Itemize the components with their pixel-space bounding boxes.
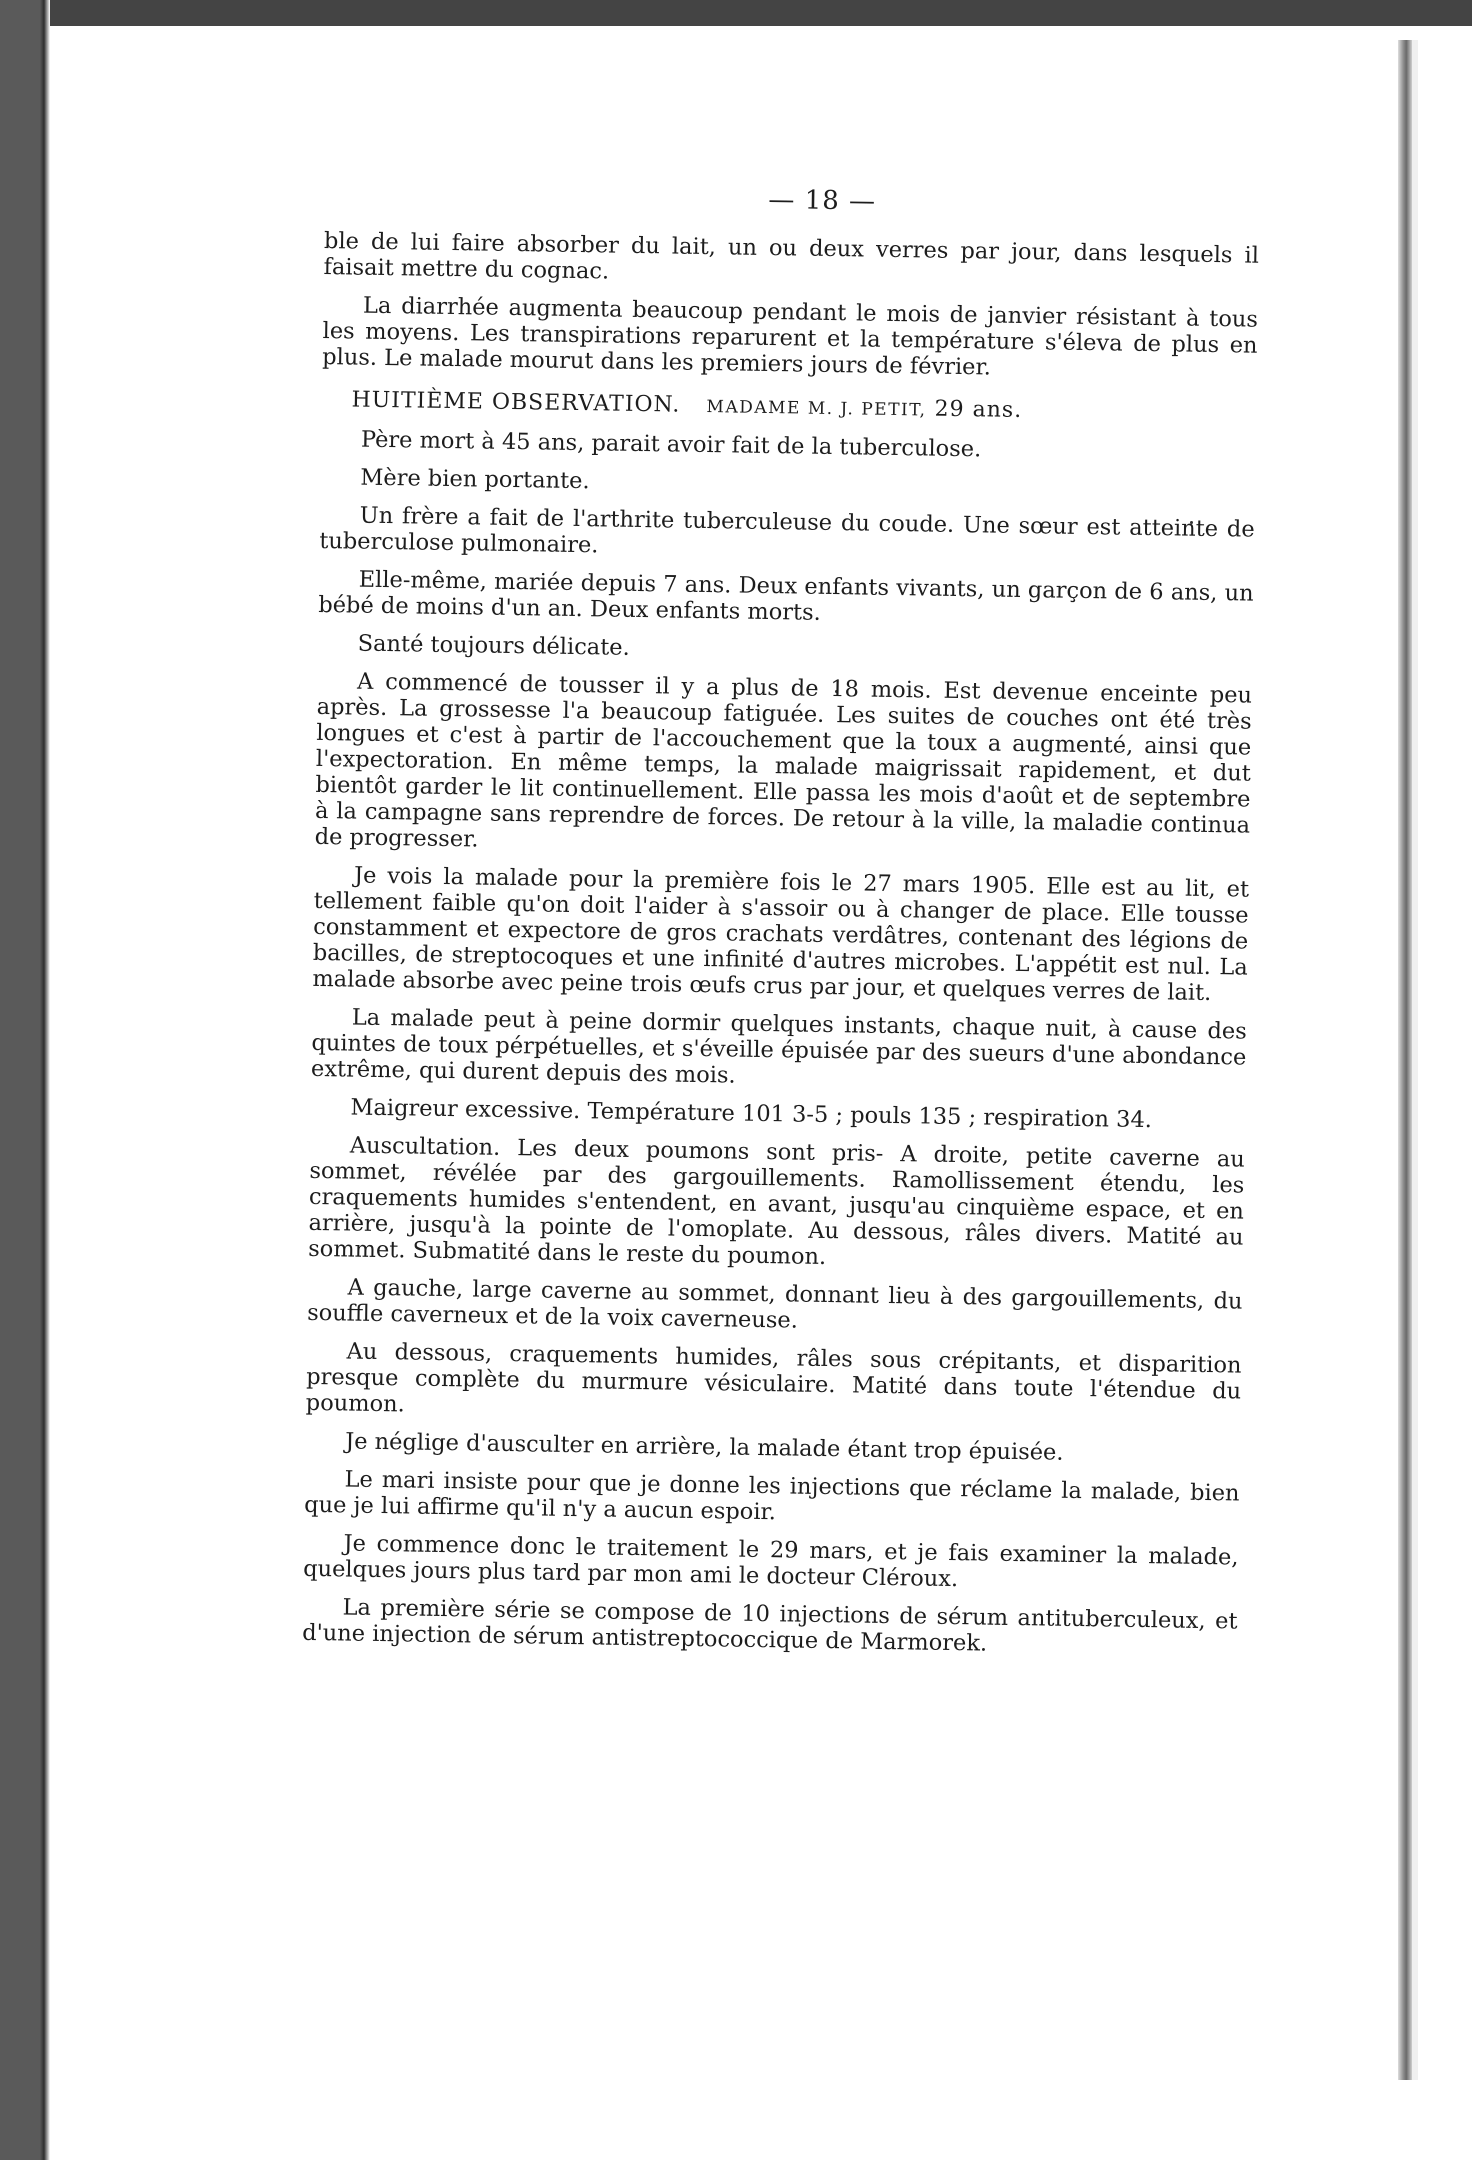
- scan-border-top: [0, 0, 1472, 26]
- observation-title: HUITIÈME OBSERVATION.: [351, 387, 681, 418]
- paragraph: Le mari insiste pour que je donne les injections que réclame la malade, bien que je lui affirme qu'il n'y a aucun espoir.: [303, 1466, 1240, 1526]
- paragraph: Au dessous, craquements humides, râles sous crépitants, et disparition presque complète du murmure vésiculaire. Matité dans toute l'étendue du poumon.: [305, 1338, 1242, 1418]
- paragraph: ble de lui faire absorber du lait, un ou deux verres par jour, dans lesquels il faisait mettre du cognac.: [323, 227, 1260, 285]
- paragraph: La diarrhée augmenta beaucoup pendant le mois de janvier résistant à tous les moyens. Les transpirations reparurent et la température s'éleva de plus en plus. Le malade mourut dans les premiers jours de février.: [322, 292, 1259, 381]
- page-number: — 18 —: [768, 184, 877, 217]
- book-spine-edge: [1398, 40, 1412, 2080]
- document-page: [302, 180, 1260, 1673]
- paragraph: Elle-même, mariée depuis 7 ans. Deux enfants vivants, un garçon de 6 ans, un bébé de moins d'un an. Deux enfants morts.: [318, 566, 1254, 626]
- paragraph: Auscultation. Les deux poumons sont pris- A droite, petite caverne au sommet, révélée par des gargouillements. Ramollissement étendu, les craquements humides s'entendent, en avant, jusqu'au cinquième espace, et en arrière, jusqu'à la pointe de l'omoplate. Au dessous, râles divers. Matité au sommet. Submatité dans le reste du poumon.: [308, 1132, 1245, 1271]
- paragraph: Père mort à 45 ans, parait avoir fait de la tuberculose.: [360, 426, 982, 463]
- paragraph: A commencé de tousser il y a plus de 18 mois. Est devenue enceinte peu après. La grossesse l'a beaucoup fatiguée. Les suites de couches ont été très longues et c'est à partir de l'accouchement que la toux a augmenté, ainsi que l'expectoration. En même temps, la malade maigrissait rapidement, et dut bientôt garder le lit continuellement. Elle passa les mois d'août et de septembre à la campagne sans reprendre de forces. De retour à la ville, la maladie continua de progresser.: [314, 668, 1253, 853]
- paragraph: La première série se compose de 10 injections de sérum antituberculeux, et d'une injection de sérum antistreptococcique de Marmorek.: [301, 1594, 1238, 1657]
- paragraph: La malade peut à peine dormir quelques instants, chaque nuit, à cause des quintes de toux pérpétuelles, et s'éveille épuisée par des sueurs d'une abondance extrême, qui durent depuis des mois.: [310, 1004, 1247, 1089]
- observation-patient: MADAME M. J. PETIT,: [706, 397, 927, 421]
- paragraph: Un frère a fait de l'arthrite tuberculeuse du coude. Une sœur est atteinte de tuberculose pulmonaire.: [319, 502, 1255, 559]
- paragraph: Je vois la malade pour la première fois le 27 mars 1905. Elle est au lit, et tellement faible qu'on doit l'aider à s'assoir ou à changer de place. Elle tousse constamment et expectore de gros crachats verdâtres, contenant des légions de bacilles, de streptocoques et une infinité d'autres microbes. L'appétit est nul. La malade absorbe avec peine trois œufs crus par jour, et quelques verres de lait.: [312, 862, 1250, 1007]
- paragraph: Mère bien portante.: [360, 464, 590, 495]
- scan-border-left: [0, 0, 50, 2160]
- observation-age: 29 ans.: [934, 396, 1023, 423]
- book-spine-shadow: [1412, 40, 1418, 2080]
- paragraph: Je néglige d'ausculter en arrière, la malade étant trop épuisée.: [344, 1428, 1064, 1466]
- paragraph: A gauche, large caverne au sommet, donnant lieu à des gargouillements, du souffle caverneux et de la voix caverneuse.: [306, 1274, 1243, 1334]
- paragraph: Santé toujours délicate.: [357, 630, 630, 661]
- paragraph: Maigreur excessive. Température 101 3-5 ; pouls 135 ; respiration 34.: [350, 1094, 1153, 1134]
- observation-heading: [321, 386, 1256, 429]
- paragraph: Je commence donc le traitement le 29 mars, et je fais examiner la malade, quelques jours plus tard par mon ami le docteur Cléroux.: [302, 1530, 1239, 1593]
